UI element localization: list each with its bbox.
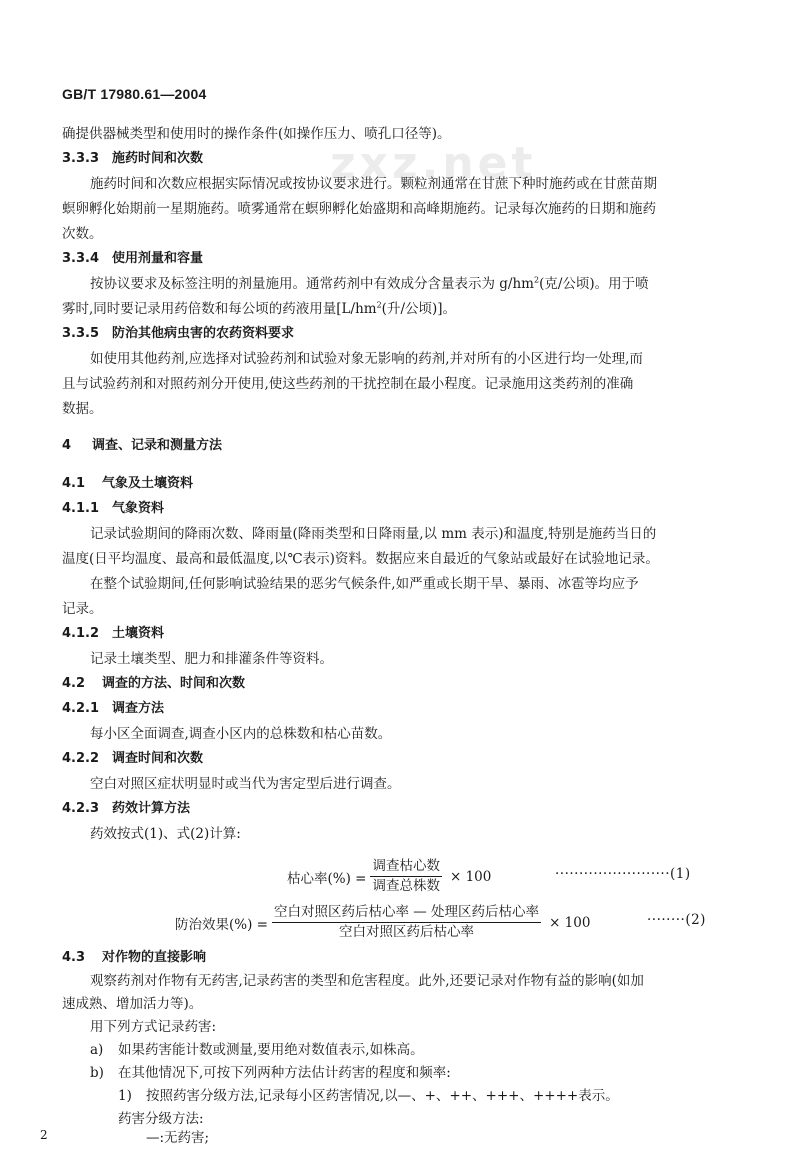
section-heading-3-3-3 bbox=[62, 149, 203, 169]
paragraph-line: 每小区全面调查,调查小区内的总株数和枯心苗数。 bbox=[90, 726, 392, 742]
list-item-a bbox=[90, 1040, 424, 1060]
section-heading-4-2-2 bbox=[62, 749, 203, 769]
formula-multiplier: × 100 bbox=[449, 868, 492, 885]
paragraph-line bbox=[90, 274, 649, 294]
section-heading-4 bbox=[62, 436, 222, 456]
section-number: 4.1.2 bbox=[62, 626, 100, 641]
section-title: 对作物的直接影响 bbox=[102, 950, 207, 965]
section-number: 3.3.5 bbox=[62, 326, 100, 341]
section-number: 4 bbox=[62, 438, 72, 453]
paragraph-line: 记录。 bbox=[62, 601, 103, 617]
section-number: 4.1.1 bbox=[62, 501, 100, 516]
section-heading-3-3-4 bbox=[62, 249, 203, 269]
equation-number: ········(2) bbox=[647, 912, 706, 928]
paragraph-line: 确提供器械类型和使用时的操作条件(如操作压力、喷孔口径等)。 bbox=[62, 126, 451, 142]
paragraph-line: 在整个试验期间,任何影响试验结果的恶劣气候条件,如严重或长期干旱、暴雨、冰雹等均应予 bbox=[90, 576, 639, 592]
section-heading-4-2 bbox=[62, 674, 245, 694]
page-number: 2 bbox=[40, 1128, 48, 1142]
formula-2 bbox=[175, 904, 590, 941]
section-title: 防治其他病虫害的农药资料要求 bbox=[112, 326, 295, 341]
section-title: 药效计算方法 bbox=[112, 801, 191, 816]
list-text: 在其他情况下,可按下列两种方法估计药害的程度和频率: bbox=[118, 1065, 451, 1081]
list-text: 如果药害能计数或测量,要用绝对数值表示,如株高。 bbox=[118, 1042, 424, 1058]
section-title: 使用剂量和容量 bbox=[112, 251, 204, 266]
fraction bbox=[272, 904, 541, 941]
fraction-numerator: 调查枯心数 bbox=[370, 858, 442, 877]
formula-lhs: 防治效果(%) = bbox=[175, 916, 268, 933]
list-marker: 1) bbox=[118, 1088, 132, 1104]
grading-title bbox=[118, 1109, 204, 1129]
paragraph-line: 螟卵孵化始期前一星期施药。喷雾通常在螟卵孵化始盛期和高峰期施药。记录每次施药的日期和施药 bbox=[62, 201, 656, 217]
section-title: 调查方法 bbox=[112, 701, 165, 716]
section-number: 4.1 bbox=[62, 476, 86, 491]
fraction-denominator: 调查总株数 bbox=[372, 878, 440, 894]
section-title: 土壤资料 bbox=[112, 626, 165, 641]
paragraph-line: 施药时间和次数应根据实际情况或按协议要求进行。颗粒剂通常在甘蔗下种时施药或在甘蔗苗期 bbox=[90, 176, 657, 192]
paragraph-line: 次数。 bbox=[62, 226, 103, 242]
section-heading-4-1-1 bbox=[62, 499, 164, 519]
section-heading-3-3-5 bbox=[62, 324, 294, 344]
section-heading-4-2-1 bbox=[62, 699, 164, 719]
paragraph-line: 速成熟、增加活力等)。 bbox=[62, 996, 203, 1012]
section-number: 4.3 bbox=[62, 950, 86, 965]
section-number: 4.2.2 bbox=[62, 751, 100, 766]
section-title: 气象及土壤资料 bbox=[102, 476, 194, 491]
paragraph-line: 观察药剂对作物有无药害,记录药害的类型和危害程度。此外,还要记录对作物有益的影响(如加 bbox=[90, 973, 644, 989]
section-number: 3.3.3 bbox=[62, 151, 100, 166]
fraction-numerator: 空白对照区药后枯心率 — 处理区药后枯心率 bbox=[272, 904, 541, 923]
section-number: 4.2.3 bbox=[62, 801, 100, 816]
section-number: 4.2.1 bbox=[62, 701, 100, 716]
grading-title-text: 药害分级方法: bbox=[118, 1111, 204, 1127]
section-number: 3.3.4 bbox=[62, 251, 100, 266]
grading-level-text: —:无药害; bbox=[146, 1130, 210, 1146]
watermark: zxz.net bbox=[330, 138, 537, 189]
formula-1 bbox=[287, 858, 491, 895]
text-run: 按协议要求及标签注明的剂量施用。通常药剂中有效成分含量表示为 g/hm bbox=[90, 276, 534, 292]
section-heading-4-1 bbox=[62, 474, 193, 494]
text-run: (升/公顷)]。 bbox=[381, 301, 457, 317]
paragraph-line: 如使用其他药剂,应选择对试验药剂和试验对象无影响的药剂,并对所有的小区进行均一处理,而 bbox=[90, 351, 643, 367]
text-run: 雾时,同时要记录用药倍数和每公顷的药液用量[L/hm bbox=[62, 301, 377, 317]
section-heading-4-3 bbox=[62, 948, 206, 968]
paragraph-line: 空白对照区症状明显时或当代为害定型后进行调查。 bbox=[90, 776, 401, 792]
superscript: 2 bbox=[376, 300, 382, 310]
formula-lhs: 枯心率(%) = bbox=[287, 870, 367, 887]
list-marker: b) bbox=[90, 1065, 104, 1081]
grading-level-0 bbox=[146, 1128, 209, 1148]
paragraph-line bbox=[62, 299, 456, 319]
paragraph-line: 药效按式(1)、式(2)计算: bbox=[90, 826, 241, 842]
formula-multiplier: × 100 bbox=[549, 914, 591, 931]
standard-code: GB/T 17980.61—2004 bbox=[62, 86, 207, 102]
paragraph-line: 且与试验药剂和对照药剂分开使用,使这些药剂的干扰控制在最小程度。记录施用这类药剂的准确 bbox=[62, 376, 634, 392]
list-text: 按照药害分级方法,记录每小区药害情况,以—、+、++、+++、++++表示。 bbox=[146, 1088, 619, 1104]
paragraph-line: 数据。 bbox=[62, 401, 103, 417]
fraction bbox=[370, 858, 442, 895]
paragraph-line: 记录试验期间的降雨次数、降雨量(降雨类型和日降雨量,以 mm 表示)和温度,特别是施药当日的 bbox=[90, 526, 657, 542]
paragraph-line: 温度(日平均温度、最高和最低温度,以℃表示)资料。数据应来自最近的气象站或最好在试验地记录。 bbox=[62, 551, 659, 567]
section-title: 气象资料 bbox=[112, 501, 165, 516]
section-title: 施药时间和次数 bbox=[112, 151, 204, 166]
section-heading-4-2-3 bbox=[62, 799, 190, 819]
text-run: (克/公顷)。用于喷 bbox=[539, 276, 649, 292]
section-heading-4-1-2 bbox=[62, 624, 164, 644]
paragraph-line: 用下列方式记录药害: bbox=[90, 1019, 217, 1035]
list-item-b bbox=[90, 1063, 451, 1083]
section-title: 调查、记录和测量方法 bbox=[92, 438, 223, 453]
paragraph-line: 记录土壤类型、肥力和排灌条件等资料。 bbox=[90, 651, 333, 667]
list-item-b1 bbox=[118, 1086, 619, 1106]
superscript: 2 bbox=[533, 275, 540, 285]
list-marker: a) bbox=[90, 1042, 104, 1058]
section-title: 调查的方法、时间和次数 bbox=[102, 676, 246, 691]
section-title: 调查时间和次数 bbox=[112, 751, 204, 766]
fraction-denominator: 空白对照区药后枯心率 bbox=[339, 924, 475, 940]
equation-number: ························(1) bbox=[555, 866, 691, 882]
section-number: 4.2 bbox=[62, 676, 86, 691]
